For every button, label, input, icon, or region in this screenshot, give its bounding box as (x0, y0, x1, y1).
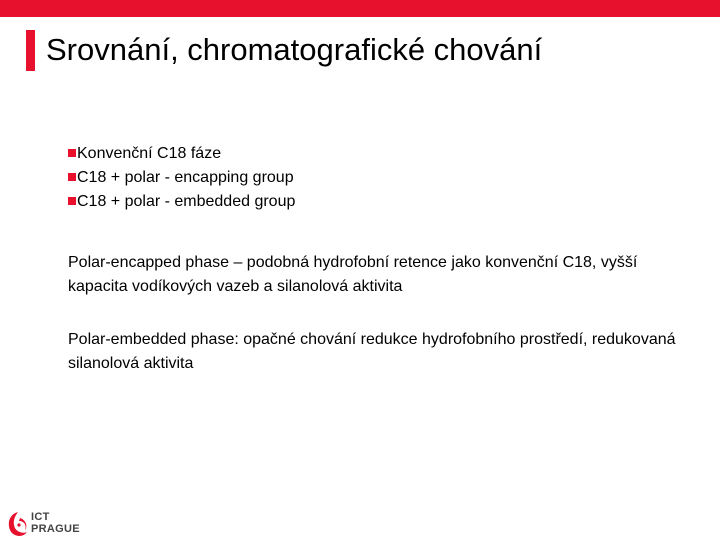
title-accent-bar (26, 30, 35, 71)
bullet-square-icon (68, 197, 76, 205)
paragraph-polar-embedded: Polar-embedded phase: opačné chování redukce hydrofobního prostředí, redukovaná silanolová aktivita (68, 331, 676, 372)
bullet-square-icon (68, 173, 76, 181)
bullet-text: C18 + polar - encapping group (77, 169, 294, 186)
bullet-text: Konvenční C18 fáze (77, 145, 222, 162)
ict-logo-icon (6, 510, 30, 538)
logo-text (31, 511, 80, 535)
bullet-square-icon (68, 149, 76, 157)
bullet-text: C18 + polar - embedded group (77, 193, 296, 210)
ict-prague-logo (6, 510, 88, 540)
bullet-list (68, 142, 295, 214)
bullet-item (68, 142, 295, 166)
paragraph-polar-encapped: Polar-encapped phase – podobná hydrofobní retence jako konvenční C18, vyšší kapacita vodíkových vazeb a silanolová aktivita (68, 254, 638, 295)
logo-line-prague: PRAGUE (31, 523, 80, 535)
top-accent-bar (0, 0, 720, 17)
bullet-item (68, 190, 295, 214)
slide-title: Srovnání, chromatografické chování (46, 32, 543, 67)
bullet-item (68, 166, 295, 190)
logo-line-ict: ICT (31, 511, 50, 523)
